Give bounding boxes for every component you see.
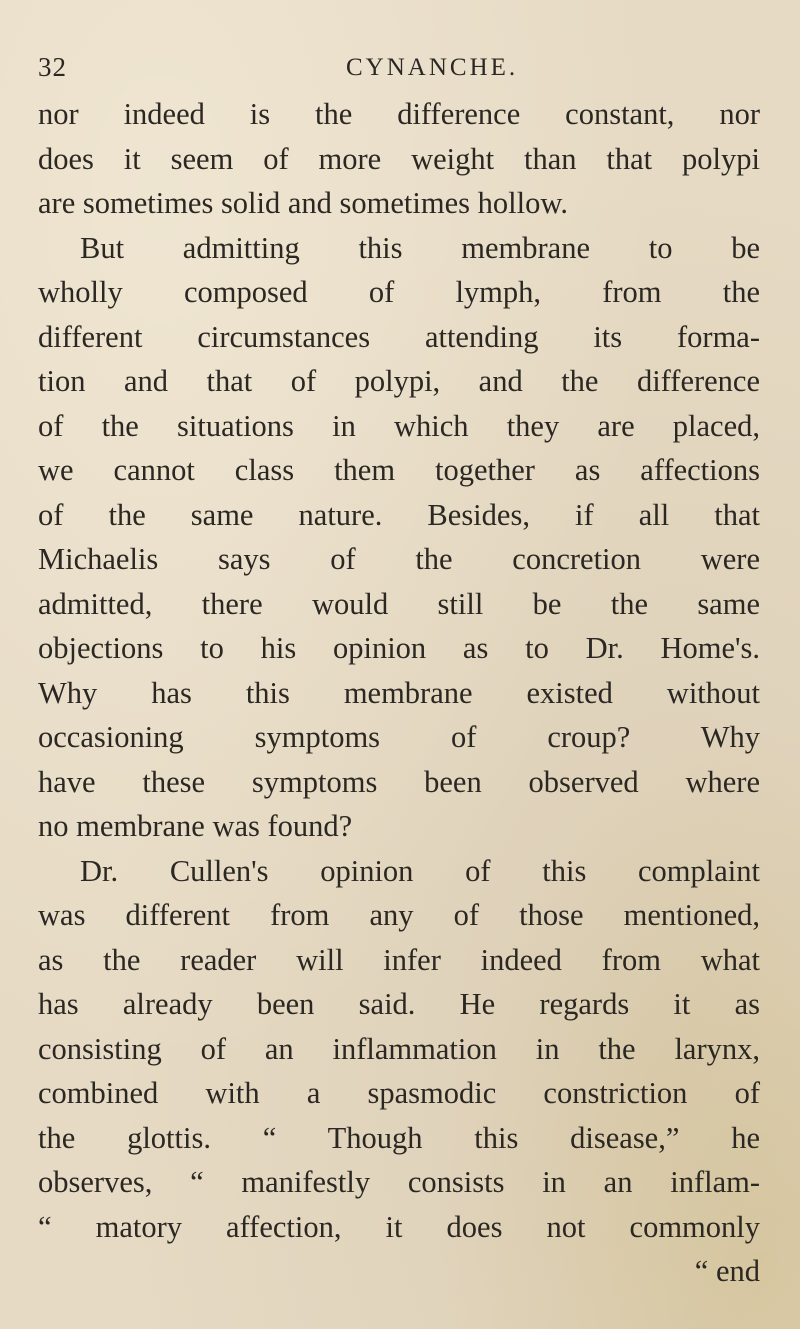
text-line: nor indeed is the difference constant, nor xyxy=(38,97,760,131)
body-text xyxy=(38,92,760,1294)
text-line: does it seem of more weight than that polypi xyxy=(38,141,760,176)
text-line: has already been said. He regards it as xyxy=(38,987,760,1021)
catchword: “ end xyxy=(694,1254,760,1288)
text-line: Why has this membrane existed without xyxy=(38,675,760,710)
text-line: no membrane was found? xyxy=(38,809,353,843)
text-line: wholly composed of lymph, from the xyxy=(38,275,760,309)
text-line: the glottis. “ Though this disease,” he xyxy=(38,1120,760,1155)
paragraph-start-line: Dr. Cullen's opinion of this complaint xyxy=(80,853,760,888)
text-line: as the reader will infer indeed from what xyxy=(38,942,760,977)
running-head: CYNANCHE. xyxy=(346,54,519,81)
text-line: admitted, there would still be the same xyxy=(38,586,760,621)
text-line: are sometimes solid and sometimes hollow. xyxy=(38,186,568,220)
text-line: consisting of an inflammation in the larynx, xyxy=(38,1031,760,1066)
text-line: we cannot class them together as affections xyxy=(38,453,760,487)
text-line: of the situations in which they are placed, xyxy=(38,408,760,443)
page-number: 32 xyxy=(38,52,67,82)
text-line: tion and that of polypi, and the difference xyxy=(38,364,760,398)
text-line: occasioning symptoms of croup? Why xyxy=(38,720,760,754)
text-line: objections to his opinion as to Dr. Home's. xyxy=(38,631,760,665)
text-line: “ matory affection, it does not commonly xyxy=(38,1209,760,1244)
paragraph-start-line: But admitting this membrane to be xyxy=(80,230,760,265)
text-line: observes, “ manifestly consists in an inflam- xyxy=(38,1165,760,1199)
text-line: was different from any of those mentioned, xyxy=(38,898,760,932)
page-header xyxy=(38,52,758,92)
text-line: combined with a spasmodic constriction of xyxy=(38,1076,760,1110)
text-line: different circumstances attending its forma- xyxy=(38,319,760,354)
text-line: of the same nature. Besides, if all that xyxy=(38,497,760,532)
text-line: Michaelis says of the concretion were xyxy=(38,542,760,576)
text-line: have these symptoms been observed where xyxy=(38,764,760,799)
